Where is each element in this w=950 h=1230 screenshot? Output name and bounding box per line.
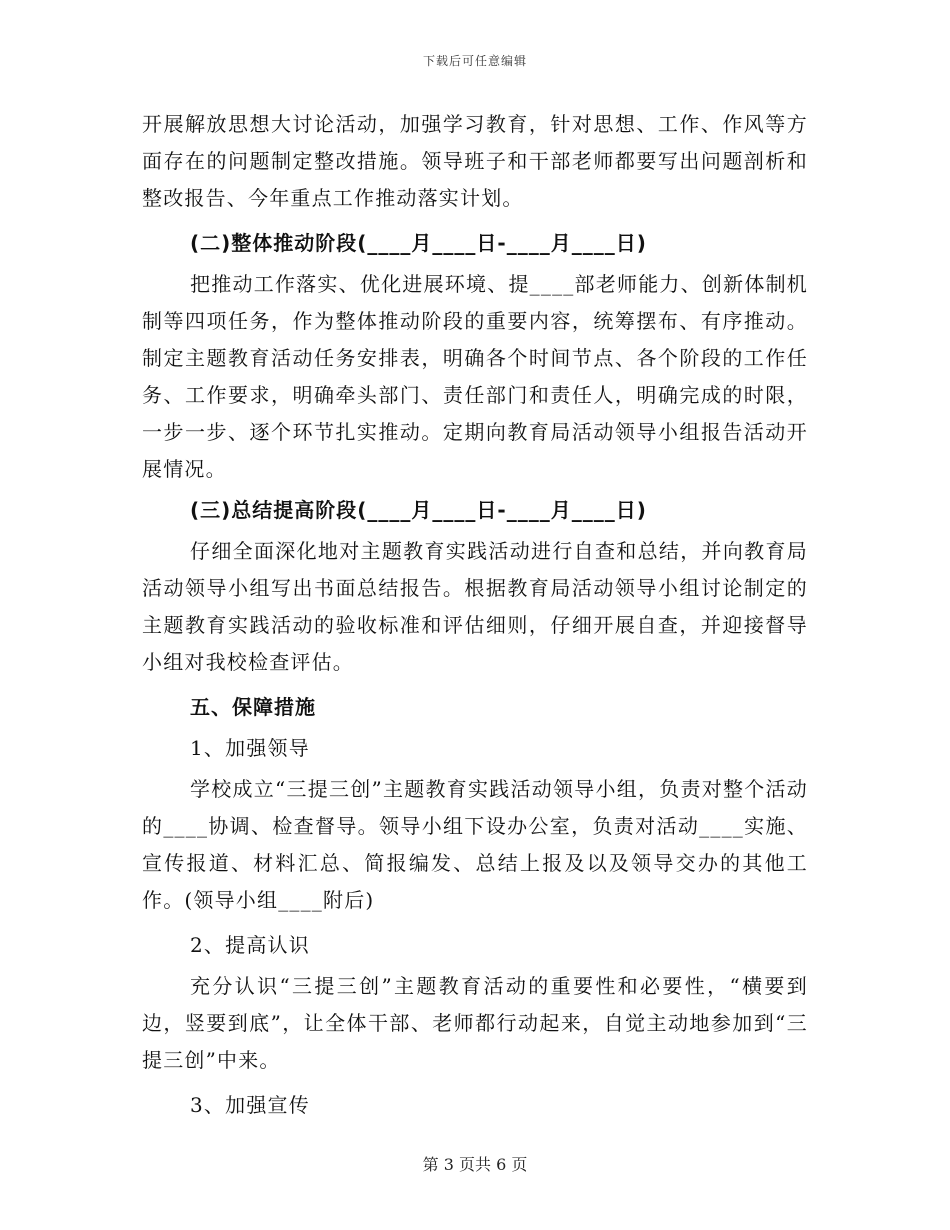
- page-header-note: 下载后可任意编辑: [422, 54, 527, 68]
- page-number: 第 3 页共 6 页: [422, 1155, 528, 1174]
- document-body: [142, 106, 808, 1124]
- subheading-raise-awareness: 2、提高认识: [190, 933, 310, 957]
- paragraph-leadership-body: 学校成立“三提三创”主题教育实践活动领导小组，负责对整个活动的____协调、检查督导。领导小组下设办公室，负责对活动____实施、宣传报道、材料汇总、简报编发、总结上报及以及领导交办的其他工作。(领导小组____附后): [142, 777, 808, 912]
- paragraph-awareness-body: 充分认识“三提三创”主题教育活动的重要性和必要性，“横要到边，竖要到底”，让全体干部、老师都行动起来，自觉主动地参加到“三提三创”中来。: [142, 974, 808, 1072]
- paragraph-continuation: 开展解放思想大讨论活动，加强学习教育，针对思想、工作、作风等方面存在的问题制定整改措施。领导班子和干部老师都要写出问题剖析和整改报告、今年重点工作推动落实计划。: [142, 112, 808, 210]
- section-heading-safeguards: 五、保障措施: [190, 695, 316, 719]
- subheading-strengthen-leadership: 1、加强领导: [190, 736, 310, 760]
- section-heading-phase-3: (三)总结提高阶段(____月____日-____月____日): [190, 498, 647, 522]
- subheading-strengthen-publicity: 3、加强宣传: [190, 1093, 310, 1117]
- paragraph-phase-2-body: 把推动工作落实、优化进展环境、提____部老师能力、创新体制机制等四项任务，作为整体推动阶段的重要内容，统筹摆布、有序推动。制定主题教育活动任务安排表，明确各个时间节点、各个阶段的工作任务、工作要求，明确牵头部门、责任部门和责任人，明确完成的时限，一步一步、逐个环节扎实推动。定期向教育局活动领导小组报告活动开展情况。: [142, 272, 808, 481]
- paragraph-phase-3-body: 仔细全面深化地对主题教育实践活动进行自查和总结，并向教育局活动领导小组写出书面总结报告。根据教育局活动领导小组讨论制定的主题教育实践活动的验收标准和评估细则，仔细开展自查，并迎接督导小组对我校检查评估。: [142, 539, 808, 674]
- section-heading-phase-2: (二)整体推动阶段(____月____日-____月____日): [190, 231, 647, 255]
